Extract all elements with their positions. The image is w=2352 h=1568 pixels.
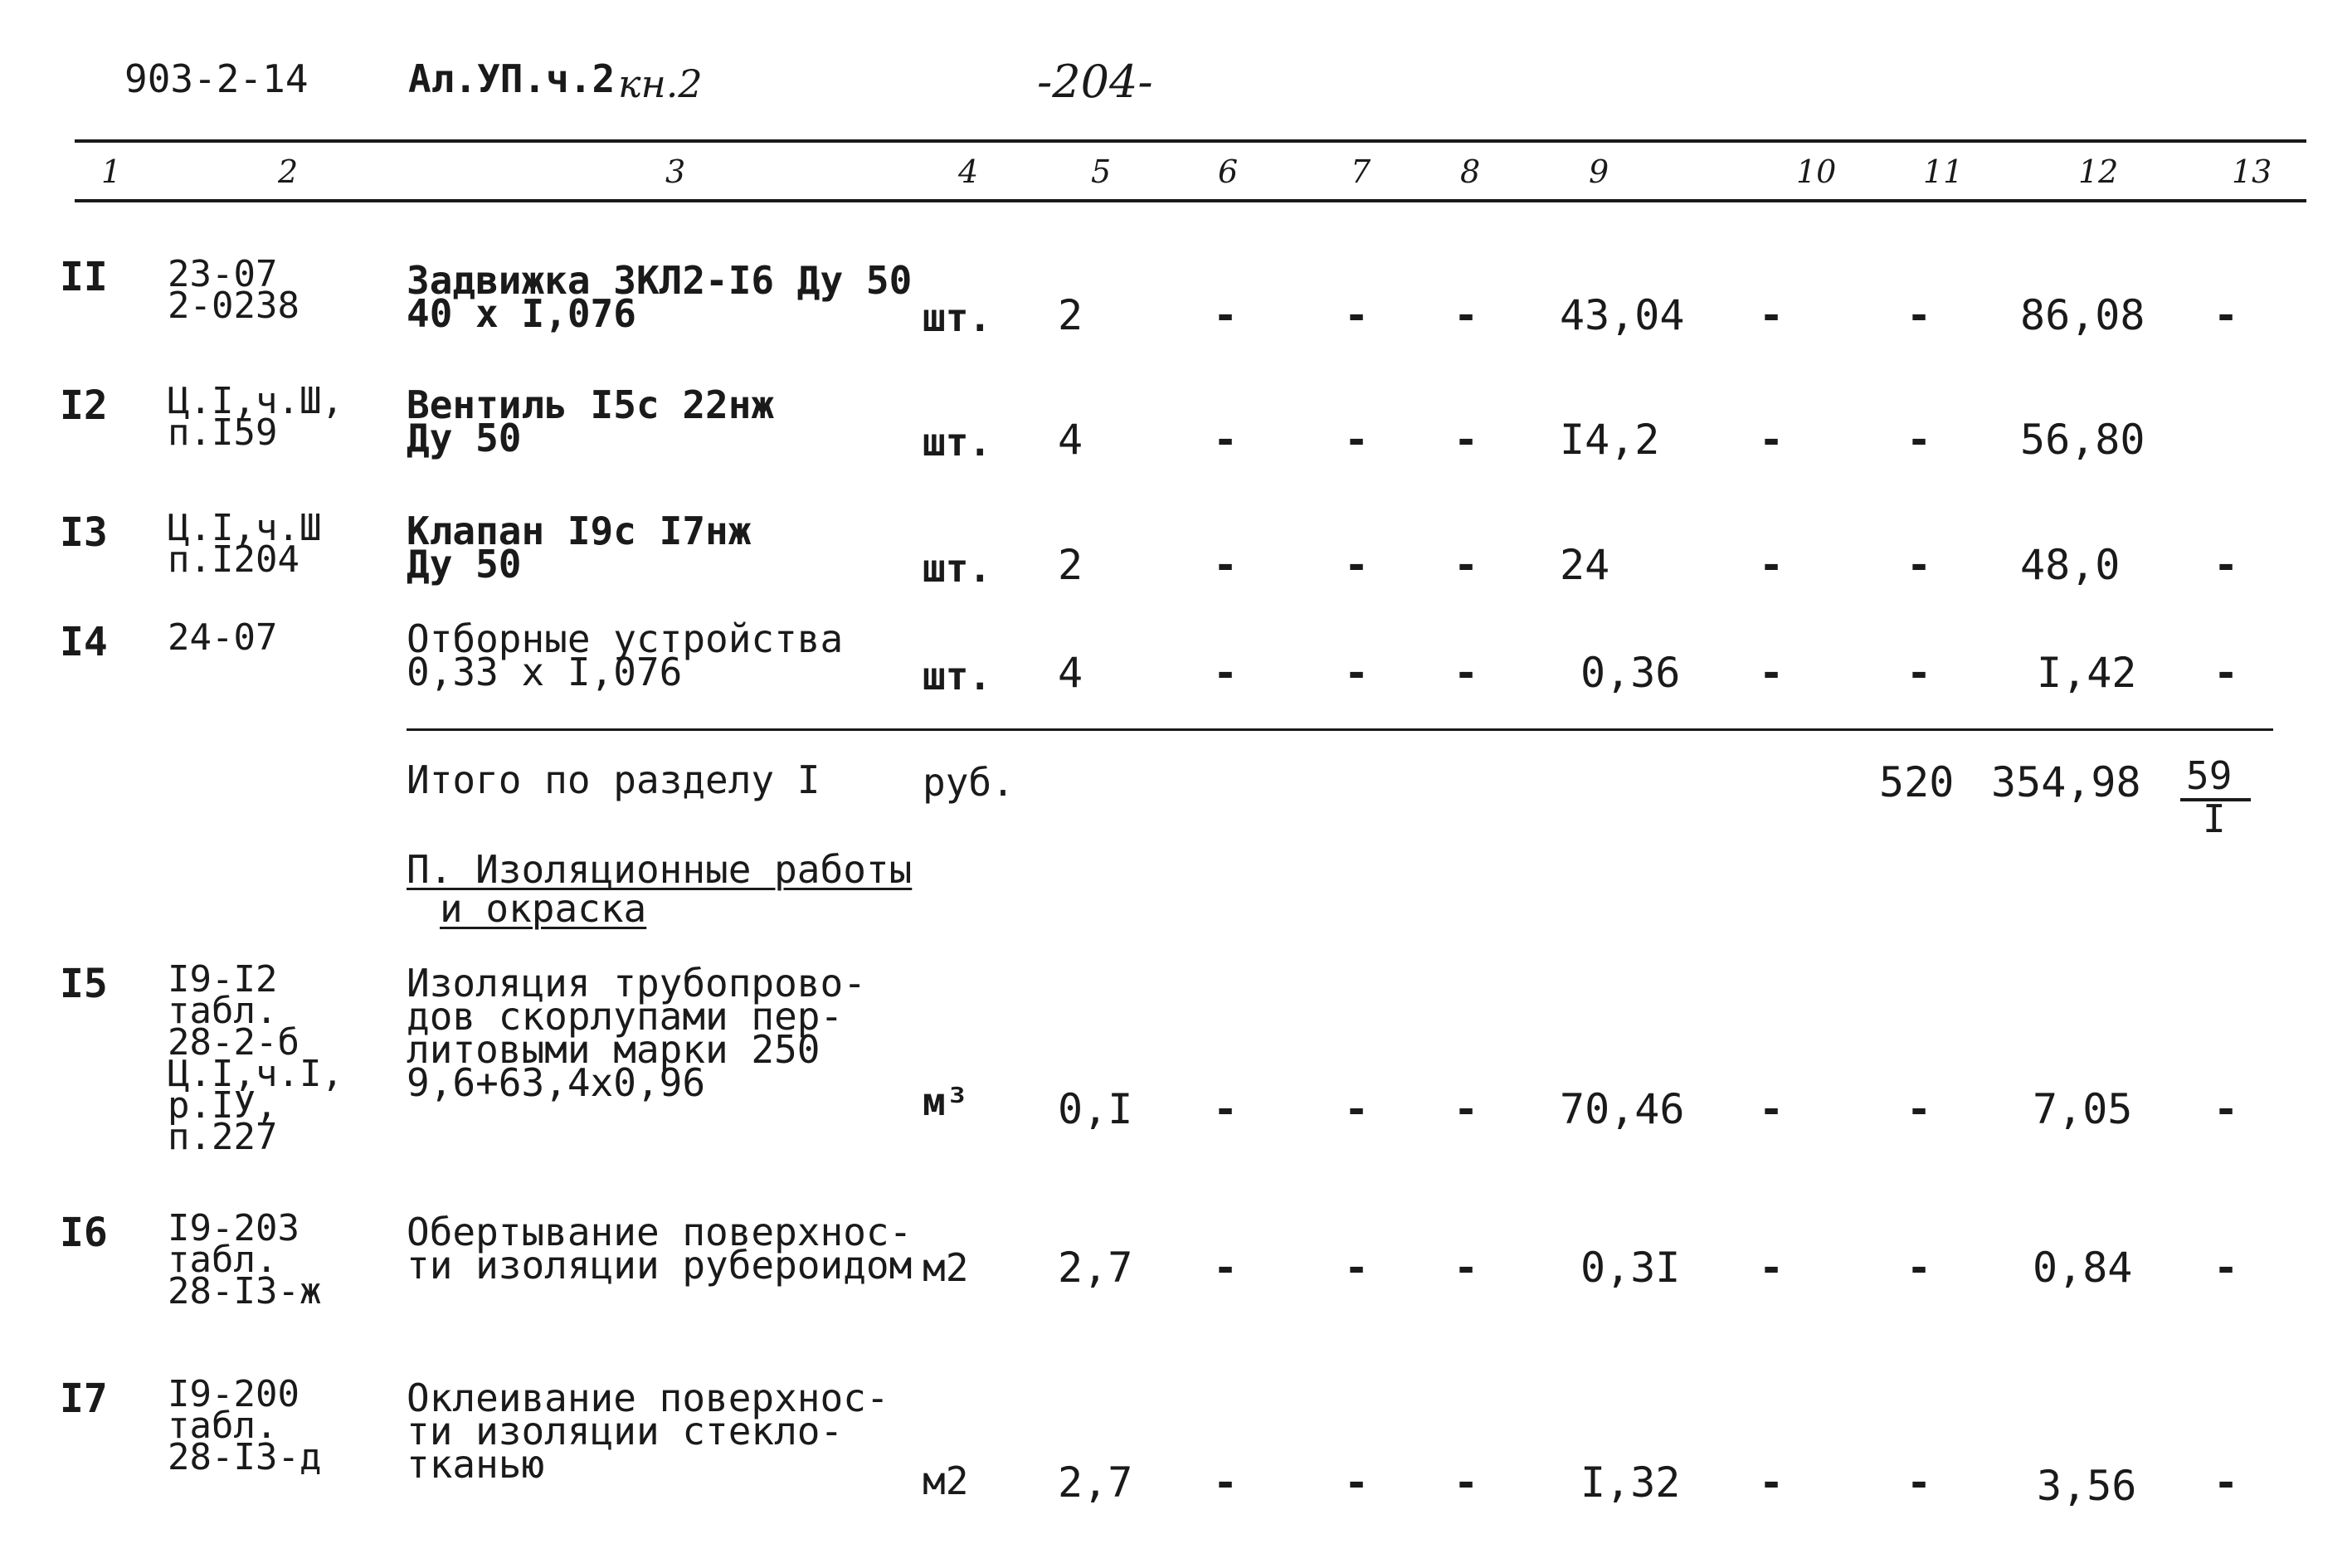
document-number: 903-2-14 (124, 56, 309, 101)
col10-value: - (1759, 1085, 1785, 1133)
page-number: -204- (1037, 56, 1153, 108)
item-description: Задвижка ЗКЛ2-I6 Ду 50 40 х I,076 (407, 258, 913, 336)
norm-code: I9-I2 табл. 28-2-б Ц.I,ч.I, р.IУ, п.227 (168, 958, 343, 1158)
col8-value: - (1454, 541, 1479, 589)
total-col13-numerator: 59 (2186, 753, 2233, 798)
col11-value: - (1906, 541, 1932, 589)
row-number: I2 (60, 382, 108, 429)
header-top-rule (75, 139, 2306, 143)
column-number: 11 (1923, 153, 1964, 190)
col10-value: - (1759, 416, 1785, 464)
quantity: 2 (1058, 541, 1083, 589)
col13-value: - (2213, 291, 2239, 339)
norm-code: 23-07 2-0238 (168, 253, 299, 327)
unit: м³ (923, 1079, 969, 1124)
col7-value: - (1344, 541, 1370, 589)
row-number: II (60, 254, 108, 300)
col13-value: - (2213, 1458, 2239, 1507)
col7-value: - (1344, 1244, 1370, 1292)
col10-value: - (1759, 1458, 1785, 1507)
column-number: 5 (1091, 153, 1112, 190)
quantity: 2,7 (1058, 1458, 1133, 1507)
col8-value: - (1454, 291, 1479, 339)
column-number: 1 (101, 153, 122, 190)
col10-value: - (1759, 541, 1785, 589)
col7-value: - (1344, 649, 1370, 697)
column-number: 7 (1351, 153, 1371, 190)
column-number: 4 (958, 153, 979, 190)
column-number: 10 (1796, 153, 1837, 190)
section-title-continued: и окраска (440, 886, 647, 931)
norm-code: Ц.I,ч.Ш п.I204 (168, 507, 322, 581)
unit-price: 0,3I (1580, 1244, 1681, 1292)
row-number: I5 (60, 961, 108, 1007)
total-cost: 7,05 (2033, 1085, 2133, 1133)
col6-value: - (1213, 291, 1239, 339)
unit-price: I,32 (1580, 1458, 1681, 1507)
col10-value: - (1759, 649, 1785, 697)
total-col11: 520 (1879, 758, 1955, 806)
book-reference: кн.2 (618, 61, 703, 106)
column-number: 2 (278, 153, 299, 190)
norm-code: 24-07 (168, 616, 278, 659)
norm-code: I9-200 табл. 28-I3-д (168, 1373, 322, 1478)
unit-price: 0,36 (1580, 649, 1681, 697)
col6-value: - (1213, 649, 1239, 697)
col11-value: - (1906, 1244, 1932, 1292)
row-number: I4 (60, 619, 108, 665)
unit-price: 70,46 (1560, 1085, 1685, 1133)
unit: м2 (923, 1245, 969, 1290)
col13-value: - (2213, 541, 2239, 589)
item-description: Клапан I9с I7нж Ду 50 (407, 509, 752, 587)
quantity: 4 (1058, 649, 1083, 697)
quantity: 2 (1058, 291, 1083, 339)
quantity: 2,7 (1058, 1244, 1133, 1292)
col13-value: - (2213, 649, 2239, 697)
item-description: Вентиль I5с 22нж Ду 50 (407, 382, 775, 460)
col8-value: - (1454, 1244, 1479, 1292)
col6-value: - (1213, 1085, 1239, 1133)
col10-value: - (1759, 291, 1785, 339)
unit: шт. (923, 654, 992, 699)
item-description: Изоляция трубопрово- дов скорлупами пер- литовыми марки 250 9,6+63,4х0,96 (407, 961, 866, 1105)
album-reference: Ал.УП.ч.2 (408, 56, 616, 101)
row-number: I7 (60, 1376, 108, 1422)
total-cost: 86,08 (2020, 291, 2145, 339)
item-description: Отборные устройства 0,33 х I,076 (407, 616, 844, 694)
col6-value: - (1213, 1244, 1239, 1292)
column-number: 6 (1218, 153, 1239, 190)
item-description: Оклеивание поверхнос- ти изоляции стекло- тканью (407, 1376, 889, 1487)
column-number: 3 (665, 153, 686, 190)
section-title: П. Изоляционные работы (407, 847, 913, 892)
total-separator-rule (407, 728, 2273, 731)
col13-value: - (2213, 1244, 2239, 1292)
unit: шт. (923, 420, 992, 465)
col8-value: - (1454, 1085, 1479, 1133)
unit: м2 (923, 1458, 969, 1503)
row-number: I3 (60, 509, 108, 556)
col7-value: - (1344, 416, 1370, 464)
quantity: 4 (1058, 416, 1083, 464)
column-number: 12 (2078, 153, 2119, 190)
header-bottom-rule (75, 199, 2306, 202)
col6-value: - (1213, 1458, 1239, 1507)
col11-value: - (1906, 1085, 1932, 1133)
unit-price: 24 (1560, 541, 1610, 589)
unit-price: I4,2 (1560, 416, 1660, 464)
column-number: 13 (2232, 153, 2272, 190)
col11-value: - (1906, 416, 1932, 464)
total-col12: 354,98 (1991, 758, 2141, 806)
total-cost: 0,84 (2033, 1244, 2133, 1292)
col11-value: - (1906, 1458, 1932, 1507)
col8-value: - (1454, 416, 1479, 464)
column-number: 8 (1460, 153, 1481, 190)
unit: шт. (923, 295, 992, 340)
total-unit: руб. (923, 760, 1015, 805)
quantity: 0,I (1058, 1085, 1133, 1133)
col7-value: - (1344, 1085, 1370, 1133)
total-cost: 56,80 (2020, 416, 2145, 464)
total-cost: 3,56 (2037, 1462, 2137, 1510)
total-cost: I,42 (2037, 649, 2137, 697)
col11-value: - (1906, 291, 1932, 339)
col11-value: - (1906, 649, 1932, 697)
col8-value: - (1454, 1458, 1479, 1507)
unit: шт. (923, 546, 992, 591)
col6-value: - (1213, 416, 1239, 464)
total-label: Итого по разделу I (407, 757, 821, 802)
unit-price: 43,04 (1560, 291, 1685, 339)
total-col13-denominator: I (2203, 796, 2226, 841)
col7-value: - (1344, 1458, 1370, 1507)
item-description: Обертывание поверхнос- ти изоляции рубероидом (407, 1210, 913, 1288)
col6-value: - (1213, 541, 1239, 589)
norm-code: I9-203 табл. 28-I3-ж (168, 1207, 322, 1312)
norm-code: Ц.I,ч.Ш, п.I59 (168, 380, 343, 454)
total-cost: 48,0 (2020, 541, 2121, 589)
row-number: I6 (60, 1210, 108, 1256)
col8-value: - (1454, 649, 1479, 697)
col13-value: - (2213, 1085, 2239, 1133)
column-number: 9 (1589, 153, 1609, 190)
col10-value: - (1759, 1244, 1785, 1292)
col7-value: - (1344, 291, 1370, 339)
